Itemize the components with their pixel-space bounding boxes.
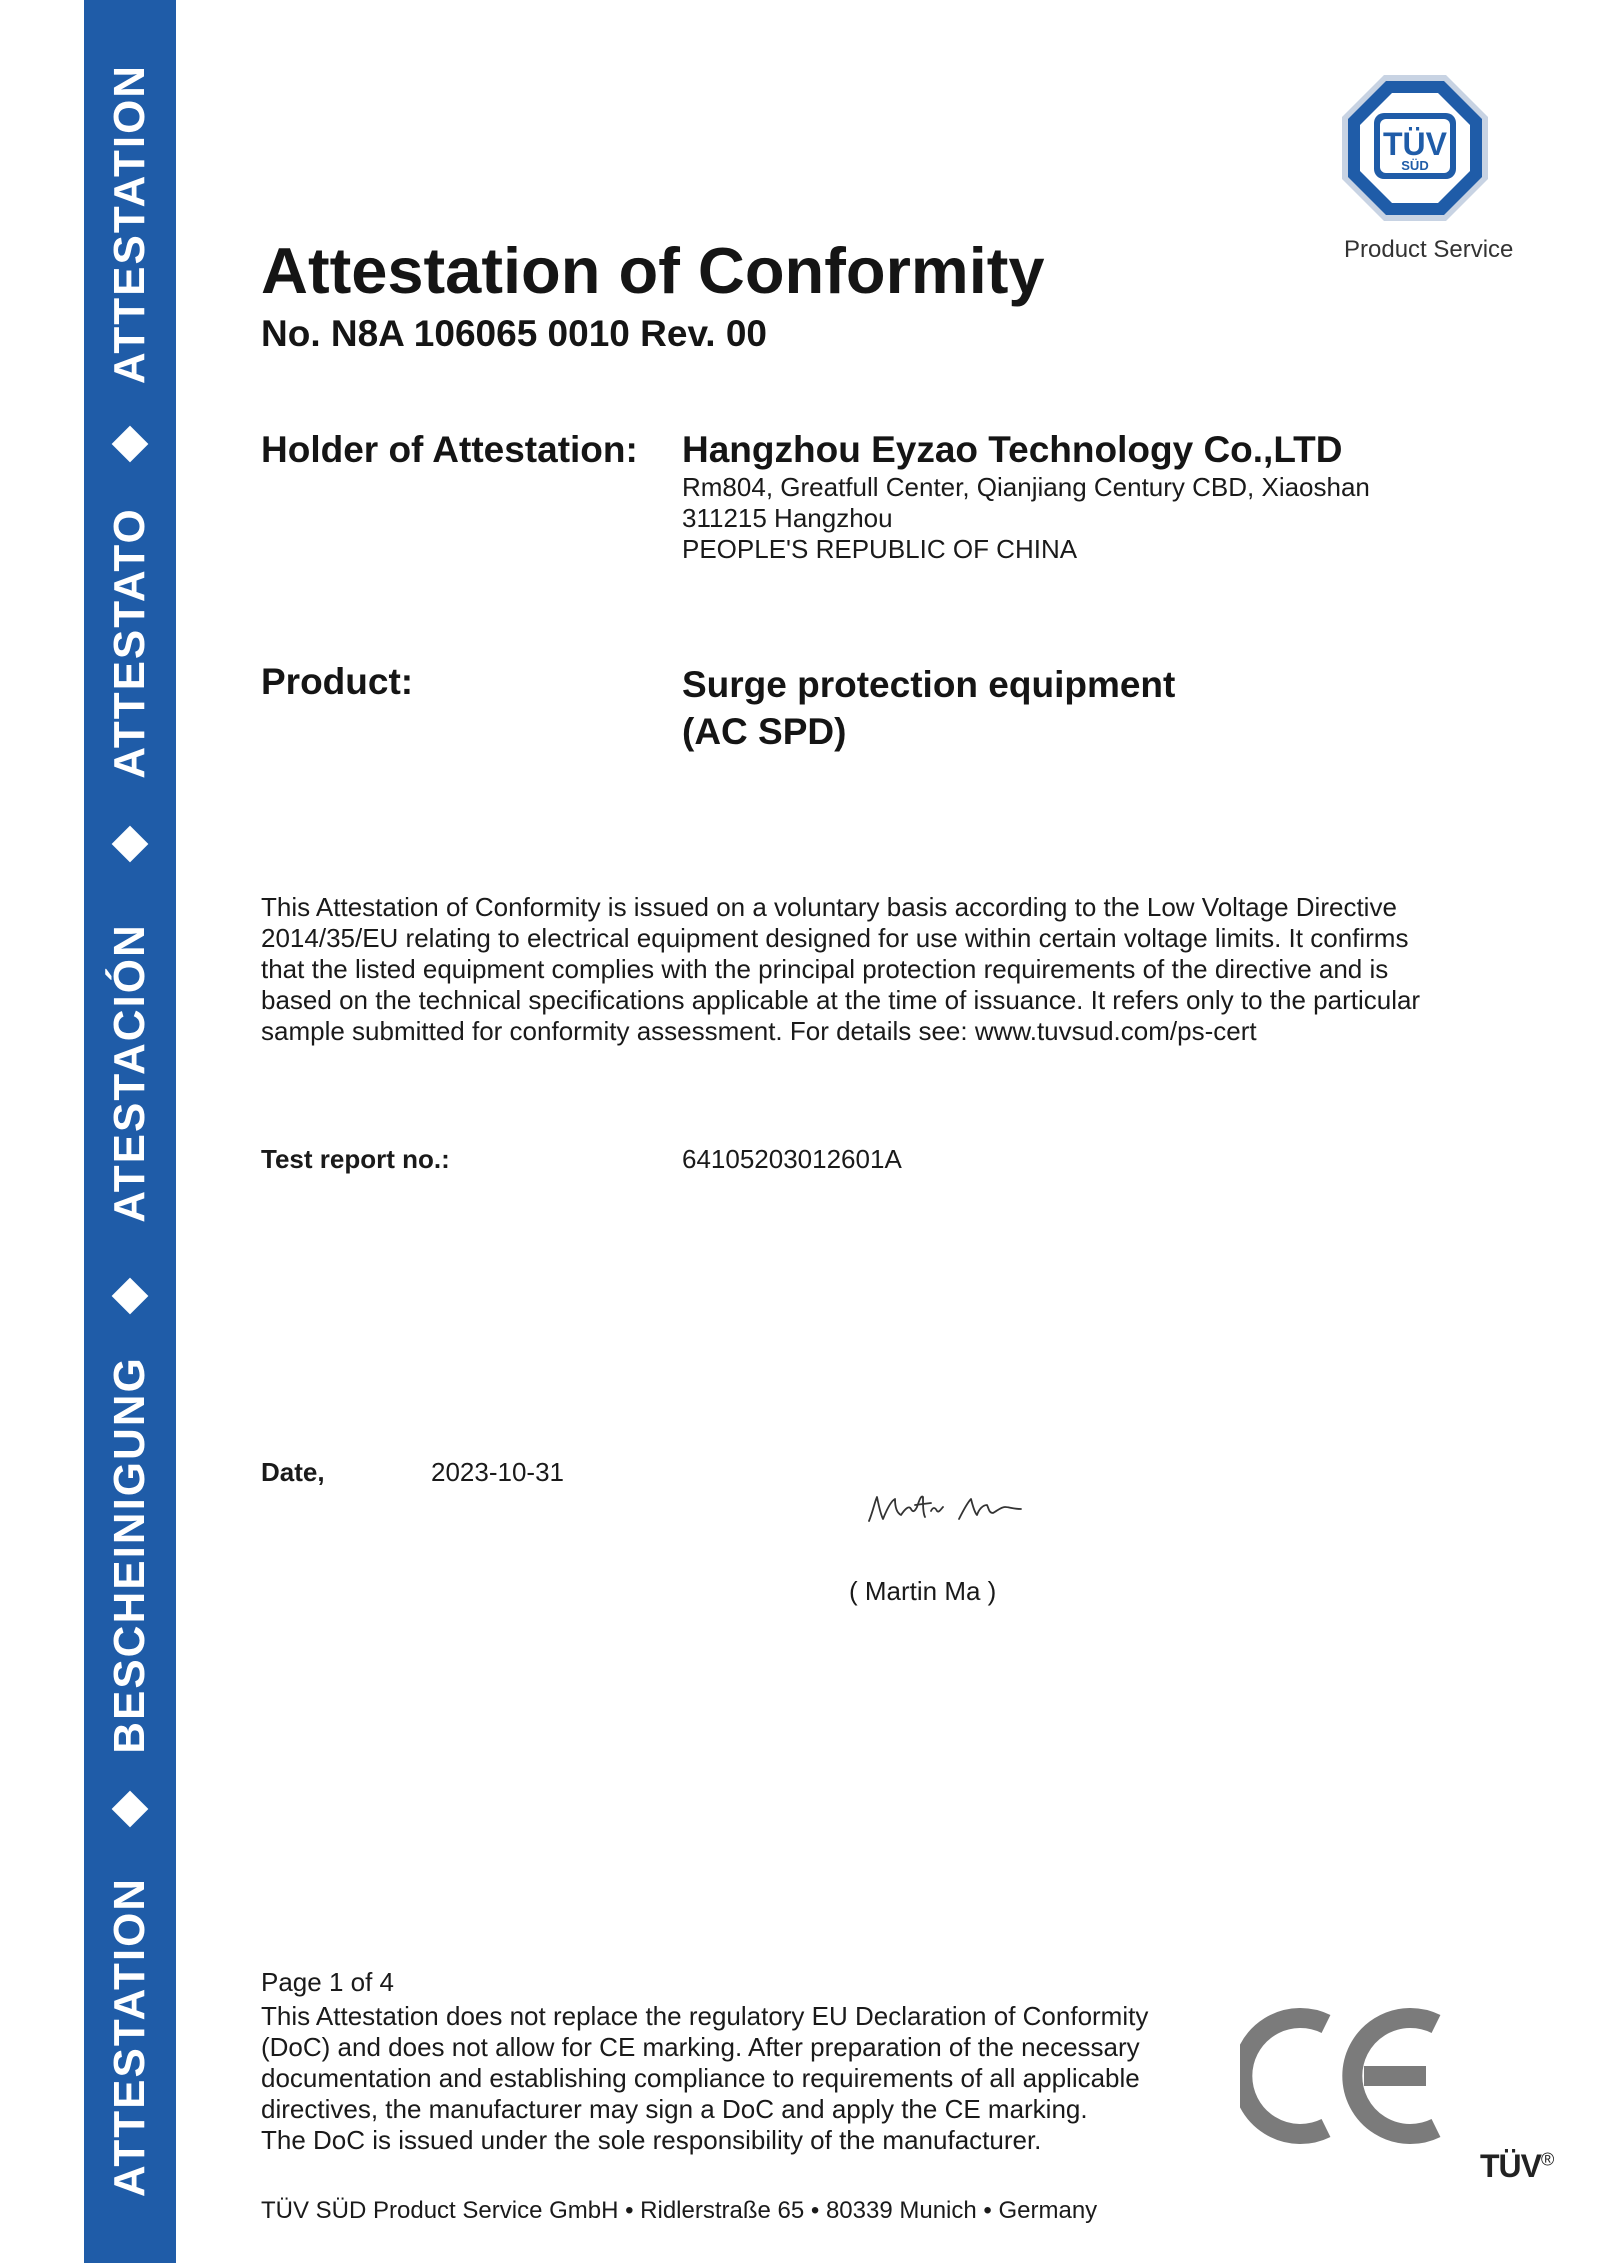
holder-address (682, 472, 1370, 565)
signatory-name: ( Martin Ma ) (849, 1576, 997, 1606)
sidebar-word-attestato: ATTESTATO (105, 507, 154, 779)
logo-badge-text-sud: SÜD (1401, 158, 1429, 173)
sidebar-word-attestation-bottom: ATTESTATION (105, 1876, 154, 2198)
statement-line: based on the technical specifications applicable at the time of issuance. It refers only to the particular (261, 985, 1421, 1015)
product-value (682, 661, 1175, 755)
statement-line: that the listed equipment complies with the principal protection requirements of the directive and is (261, 954, 1389, 984)
footer-notice-line: This Attestation does not replace the regulatory EU Declaration of Conformity (261, 2001, 1149, 2031)
footer-notice-line: The DoC is issued under the sole responsibility of the manufacturer. (261, 2125, 1042, 2155)
tuv-sud-logo-icon (1340, 73, 1490, 223)
tuv-trademark (1480, 2148, 1553, 2185)
holder-label: Holder of Attestation: (261, 429, 638, 470)
test-report-value: 64105203012601A (682, 1144, 902, 1174)
product-line: Surge protection equipment (682, 664, 1176, 705)
logo-caption: Product Service (1344, 236, 1514, 263)
statement-line: sample submitted for conformity assessment. For details see: www.tuvsud.com/ps-cert (261, 1016, 1257, 1046)
registered-mark: ® (1541, 2149, 1554, 2170)
product-line: (AC SPD) (682, 711, 847, 752)
test-report-label: Test report no.: (261, 1144, 450, 1174)
tuv-trademark-text: TÜV (1480, 2148, 1541, 2184)
statement-line: This Attestation of Conformity is issued on a voluntary basis according to the Low Voltage Directive (261, 892, 1397, 922)
footer-notice-line: directives, the manufacturer may sign a DoC and apply the CE marking. (261, 2094, 1088, 2124)
holder-address-line: 311215 Hangzhou (682, 503, 893, 533)
attestation-number: No. N8A 106065 0010 Rev. 00 (261, 313, 767, 354)
ce-mark-icon (1240, 2002, 1455, 2150)
holder-address-line: Rm804, Greatfull Center, Qianjiang Century CBD, Xiaoshan (682, 472, 1370, 502)
sidebar-word-attestation-top: ATTESTATION (105, 63, 154, 385)
signature-icon (865, 1483, 1025, 1533)
page-indicator: Page 1 of 4 (261, 1967, 394, 1997)
footer-notice-line: (DoC) and does not allow for CE marking. After preparation of the necessary (261, 2032, 1140, 2062)
footer-notice-line: documentation and establishing compliance to requirements of all applicable (261, 2063, 1140, 2093)
holder-name: Hangzhou Eyzao Technology Co.,LTD (682, 429, 1343, 470)
footer-address: TÜV SÜD Product Service GmbH • Ridlerstraße 65 • 80339 Munich • Germany (261, 2197, 1098, 2224)
product-label: Product: (261, 661, 414, 702)
date-value: 2023-10-31 (431, 1457, 564, 1487)
statement-paragraph (261, 892, 1481, 1047)
logo-badge-text-tuv: TÜV (1383, 126, 1447, 162)
page-title: Attestation of Conformity (261, 234, 1045, 307)
date-label: Date, (261, 1457, 325, 1487)
holder-address-line: PEOPLE'S REPUBLIC OF CHINA (682, 534, 1078, 564)
statement-line: 2014/35/EU relating to electrical equipment designed for use within certain voltage limits. It confirms (261, 923, 1409, 953)
sidebar-word-bescheinigung: BESCHEINIGUNG (105, 1356, 154, 1754)
footer-notice (261, 2001, 1148, 2156)
sidebar-word-atestacion: ATESTACIÓN (105, 923, 154, 1223)
